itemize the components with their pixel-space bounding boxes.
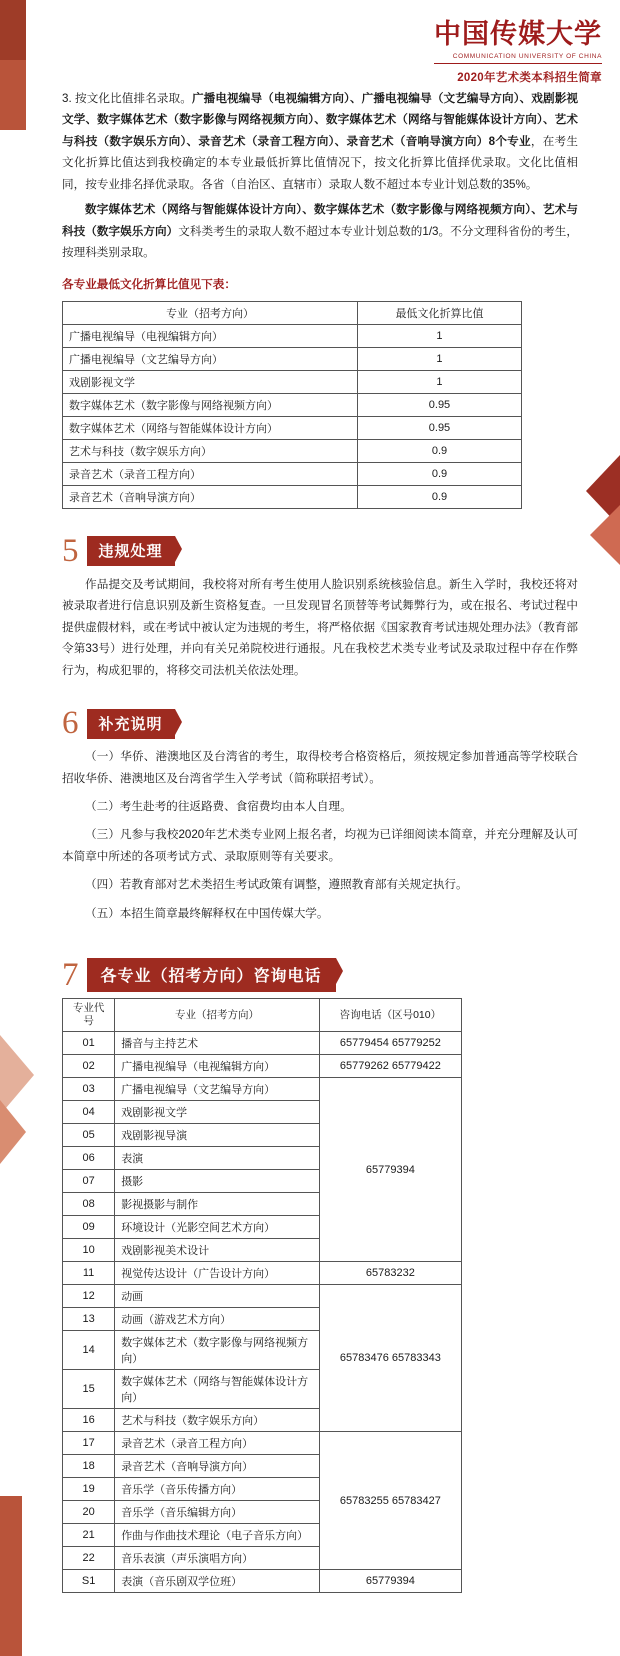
table-row <box>63 439 522 462</box>
cell-major: 录音艺术（录音工程方向） <box>63 462 358 485</box>
cell-major-name: 录音艺术（录音工程方向） <box>115 1432 320 1455</box>
section6-item: （二）考生赴考的往返路费、食宿费均由本人自理。 <box>85 800 352 813</box>
table-row <box>63 1262 462 1285</box>
cell-major-name: 戏剧影视导演 <box>115 1124 320 1147</box>
table-row <box>63 462 522 485</box>
section-6-number: 6 <box>62 705 79 742</box>
cell-major-name: 视觉传达设计（广告设计方向） <box>115 1262 320 1285</box>
cell-major-name: 摄影 <box>115 1170 320 1193</box>
table-row <box>63 1285 462 1308</box>
cell-major-name: 动画（游戏艺术方向） <box>115 1308 320 1331</box>
cell-major-name: 数字媒体艺术（网络与智能媒体设计方向） <box>115 1370 320 1409</box>
section3-p1-prefix: 3. 按文化比值排名录取。 <box>62 92 192 105</box>
table-row <box>63 347 522 370</box>
minimum-culture-ratio-table <box>62 301 522 509</box>
cell-major-code: 21 <box>63 1524 115 1547</box>
cell-phone: 65779394 <box>319 1570 461 1593</box>
cell-phone: 65783476 65783343 <box>319 1285 461 1432</box>
header-ratio: 最低文化折算比值 <box>357 301 521 324</box>
cell-major-name: 音乐表演（声乐演唱方向） <box>115 1547 320 1570</box>
cell-major: 数字媒体艺术（数字影像与网络视频方向） <box>63 393 358 416</box>
cell-major-name: 作曲与作曲技术理论（电子音乐方向） <box>115 1524 320 1547</box>
section3-p2-rest: 文科类考生的录取人数不超过本专业计划总数的1/3。不分文理科省份的考生，按理科类别录取。 <box>62 224 578 260</box>
section-6-title: 补充说明 <box>87 709 175 739</box>
page-header <box>0 0 620 88</box>
table-row <box>63 1078 462 1101</box>
cell-major: 数字媒体艺术（网络与智能媒体设计方向） <box>63 416 358 439</box>
cell-major-code: 22 <box>63 1547 115 1570</box>
cell-major-code: 02 <box>63 1055 115 1078</box>
cell-ratio: 0.9 <box>357 439 521 462</box>
cell-major-name: 播音与主持艺术 <box>115 1032 320 1055</box>
section5-paragraph: 作品提交及考试期间，我校将对所有考生使用人脸识别系统核验信息。新生入学时，我校还将对被录取者进行信息识别及新生资格复查。一旦发现冒名顶替等考试舞弊行为，或在报名、考试过程中提供虚假材料，或在考试中被认定为违规的考生，将严格依据《国家教育考试违规处理办法》（教育部令第33号）进行处理，并向有关兄弟院校进行通报。凡在我校艺术类专业考试及录取过程中存在作弊行为，构成犯罪的，将移交司法机关依法处理。 <box>62 577 578 677</box>
header-major-code-text: 专业代号 <box>72 1002 105 1028</box>
cell-major-code: 17 <box>63 1432 115 1455</box>
cell-major-name: 音乐学（音乐传播方向） <box>115 1478 320 1501</box>
cell-major-code: 20 <box>63 1501 115 1524</box>
table-row <box>63 1570 462 1593</box>
section-header-5 <box>62 532 578 569</box>
cell-major-code: 11 <box>63 1262 115 1285</box>
logo-subtitle: 2020年艺术类本科招生简章 <box>457 71 602 84</box>
table-row <box>63 416 522 439</box>
header-phone: 咨询电话（区号010） <box>319 999 461 1032</box>
section-header-6 <box>62 707 578 740</box>
table-row <box>63 393 522 416</box>
section6-item: （五）本招生简章最终解释权在中国传媒大学。 <box>85 906 329 920</box>
section3-p1-suffix: ，在考生文化折算比值达到我校确定的本专业最低折算比值情况下，按文化折算比值择优录取。文化比值相同，按专业排名择优录取。各省（自治区、直辖市）录取人数不超过本专业计划总数的35%。 <box>62 134 578 191</box>
table-row <box>63 1055 462 1078</box>
table-row <box>63 370 522 393</box>
cell-major-code: 13 <box>63 1308 115 1331</box>
cell-major: 艺术与科技（数字娱乐方向） <box>63 439 358 462</box>
cell-major-code: 09 <box>63 1216 115 1239</box>
table-row <box>63 1032 462 1055</box>
section3-paragraph-1 <box>62 88 578 195</box>
cell-phone: 65783255 65783427 <box>319 1432 461 1570</box>
table-row <box>63 1432 462 1455</box>
logo-divider <box>434 63 602 64</box>
section-5-title: 违规处理 <box>87 536 175 566</box>
cell-major: 广播电视编导（文艺编导方向） <box>63 347 358 370</box>
university-logo <box>434 20 602 85</box>
section-7-title: 各专业（招考方向）咨询电话 <box>87 958 336 992</box>
cell-major-code: 16 <box>63 1409 115 1432</box>
cell-major-code: S1 <box>63 1570 115 1593</box>
header-major-code <box>63 999 115 1032</box>
cell-ratio: 0.9 <box>357 462 521 485</box>
consultation-phone-table <box>62 998 462 1593</box>
cell-major-code: 08 <box>63 1193 115 1216</box>
cell-major-name: 艺术与科技（数字娱乐方向） <box>115 1409 320 1432</box>
cell-major-name: 表演（音乐剧双学位班） <box>115 1570 320 1593</box>
cell-ratio: 0.95 <box>357 393 521 416</box>
ratio-table-caption <box>62 274 578 295</box>
cell-major-name: 录音艺术（音响导演方向） <box>115 1455 320 1478</box>
cell-major-name: 戏剧影视美术设计 <box>115 1239 320 1262</box>
section-5-number: 5 <box>62 532 79 569</box>
section3-paragraph-2 <box>62 199 578 263</box>
section3-p1-bold: 广播电视编导（电视编辑方向）、广播电视编导（文艺编导方向）、戏剧影视文学、数字媒体艺术（数字影像与网络视频方向）、数字媒体艺术（网络与智能媒体设计方向）、艺术与科技（数字娱乐方向）、录音艺术（录音工程方向）、录音艺术（音响导演方向）8个专业 <box>62 92 578 148</box>
section6-item: （三）凡参与我校2020年艺术类专业网上报名者，均视为已详细阅读本简章，并充分理解及认可本简章中所述的各项考试方式、录取原则等有关要求。 <box>62 828 578 863</box>
cell-major-code: 01 <box>63 1032 115 1055</box>
cell-major-code: 03 <box>63 1078 115 1101</box>
cell-major-code: 18 <box>63 1455 115 1478</box>
cell-major-code: 10 <box>63 1239 115 1262</box>
cell-ratio: 1 <box>357 370 521 393</box>
section6-item: （一）华侨、港澳地区及台湾省的考生，取得校考合格资格后，须按规定参加普通高等学校联合招收华侨、港澳地区及台湾省学生入学考试（简称联招考试）。 <box>62 750 578 785</box>
cell-major: 录音艺术（音响导演方向） <box>63 485 358 508</box>
cell-major-name: 戏剧影视文学 <box>115 1101 320 1124</box>
cell-phone: 65779394 <box>319 1078 461 1262</box>
cell-ratio: 1 <box>357 324 521 347</box>
cell-phone: 65779454 65779252 <box>319 1032 461 1055</box>
table-header-row <box>63 301 522 324</box>
cell-major-code: 07 <box>63 1170 115 1193</box>
cell-major-name: 表演 <box>115 1147 320 1170</box>
cell-ratio: 0.95 <box>357 416 521 439</box>
cell-ratio: 1 <box>357 347 521 370</box>
header-major-name: 专业（招考方向） <box>115 999 320 1032</box>
cell-major-name: 音乐学（音乐编辑方向） <box>115 1501 320 1524</box>
section-7-number: 7 <box>62 956 79 993</box>
section6-item: （四）若教育部对艺术类招生考试政策有调整，遵照教育部有关规定执行。 <box>85 878 468 892</box>
cell-major-name: 广播电视编导（文艺编导方向） <box>115 1078 320 1101</box>
table-header-row <box>63 999 462 1032</box>
cell-major-code: 12 <box>63 1285 115 1308</box>
section3-p2-bold: 数字媒体艺术（网络与智能媒体设计方向）、数字媒体艺术（数字影像与网络视频方向）、艺术与科技（数字娱乐方向） <box>62 203 578 238</box>
cell-major-name: 数字媒体艺术（数字影像与网络视频方向） <box>115 1331 320 1370</box>
logo-english-name: COMMUNICATION UNIVERSITY OF CHINA <box>452 52 602 60</box>
cell-major-name: 环境设计（光影空间艺术方向） <box>115 1216 320 1239</box>
cell-major-name: 动画 <box>115 1285 320 1308</box>
section6-item-list <box>62 746 578 924</box>
cell-phone: 65779262 65779422 <box>319 1055 461 1078</box>
cell-phone: 65783232 <box>319 1262 461 1285</box>
cell-major: 广播电视编导（电视编辑方向） <box>63 324 358 347</box>
cell-major-code: 14 <box>63 1331 115 1370</box>
cell-major-name: 影视摄影与制作 <box>115 1193 320 1216</box>
cell-major-code: 06 <box>63 1147 115 1170</box>
ratio-table-caption-text: 各专业最低文化折算比值见下表： <box>62 277 236 291</box>
cell-major-code: 04 <box>63 1101 115 1124</box>
cell-major-code: 15 <box>63 1370 115 1409</box>
header-major: 专业（招考方向） <box>63 301 358 324</box>
cell-major-code: 19 <box>63 1478 115 1501</box>
logo-chinese-name: 中国传媒大学 <box>434 19 602 49</box>
cell-major-name: 广播电视编导（电视编辑方向） <box>115 1055 320 1078</box>
table-row <box>63 485 522 508</box>
document-content <box>0 88 620 1607</box>
table-row <box>63 324 522 347</box>
cell-major: 戏剧影视文学 <box>63 370 358 393</box>
section-header-7 <box>62 958 578 992</box>
cell-ratio: 0.9 <box>357 485 521 508</box>
cell-major-code: 05 <box>63 1124 115 1147</box>
